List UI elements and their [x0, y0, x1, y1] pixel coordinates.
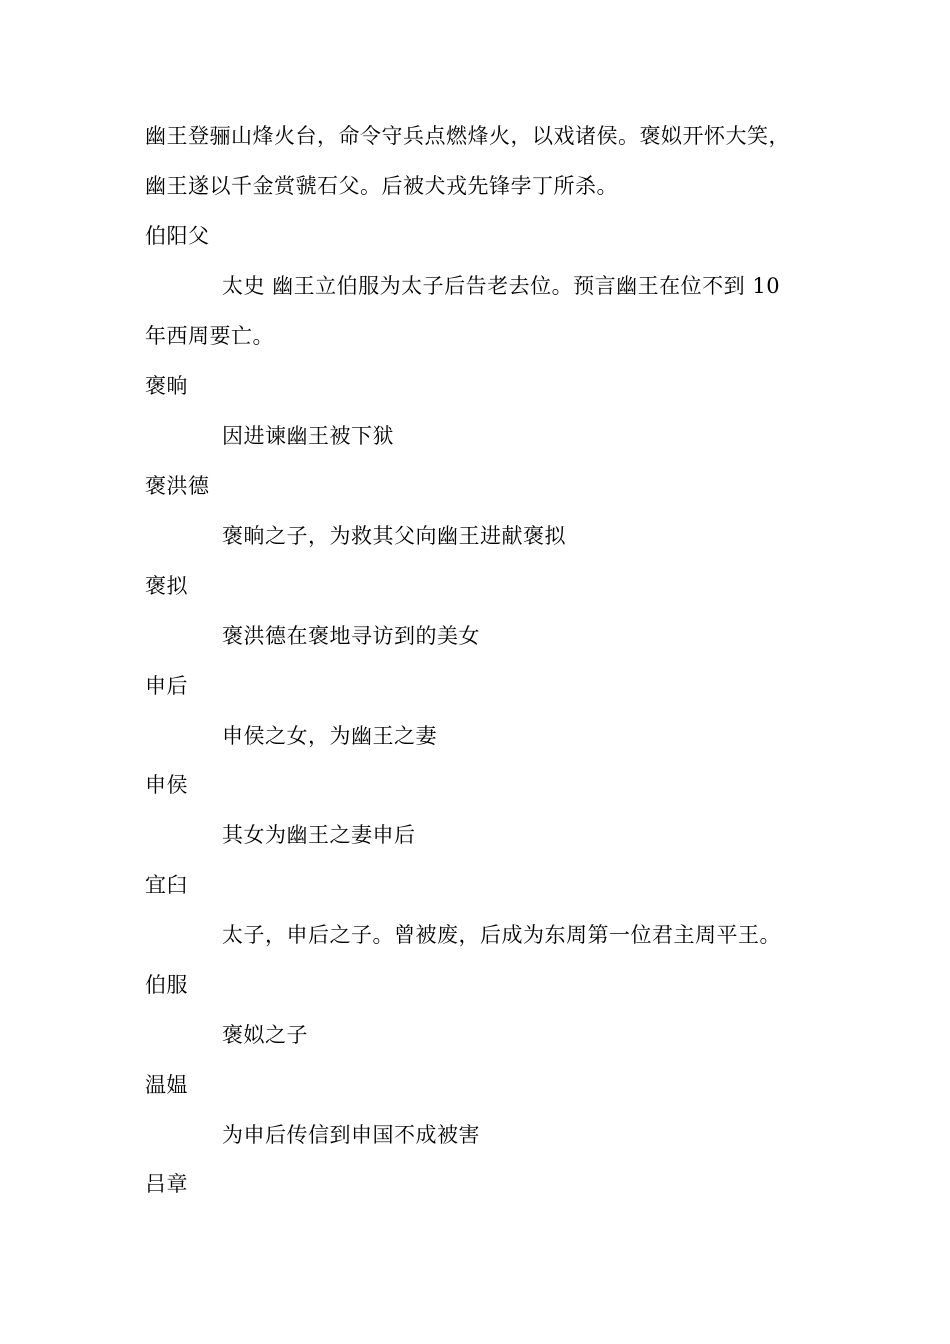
entry-description: 其女为幽王之妻申后 [222, 823, 416, 847]
entry-name: 褒拟 [145, 574, 188, 598]
entry-name: 申后 [145, 674, 188, 698]
intro-text-line: 幽王遂以千金赏虢石父。后被犬戎先锋孛丁所杀。 [145, 174, 618, 198]
entry-description: 褒洪德在褒地寻访到的美女 [222, 624, 480, 648]
entry-name: 温媪 [145, 1073, 188, 1097]
entry-name: 伯服 [145, 973, 188, 997]
entry-name: 褒洪德 [145, 474, 210, 498]
intro-text-line: 幽王登骊山烽火台，命令守兵点燃烽火，以戏诸侯。褒姒开怀大笑， [145, 124, 790, 148]
entry-description: 因进谏幽王被下狱 [222, 424, 394, 448]
entry-description: 年西周要亡。 [145, 324, 274, 348]
entry-description: 褒姒之子 [222, 1023, 308, 1047]
entry-name: 褒晌 [145, 374, 188, 398]
entry-description: 申侯之女，为幽王之妻 [222, 724, 437, 748]
entry-description: 太史 幽王立伯服为太子后告老去位。预言幽王在位不到 10 [222, 274, 781, 298]
entry-name: 宜臼 [145, 873, 188, 897]
entry-name: 伯阳父 [145, 224, 210, 248]
entry-description: 太子，申后之子。曾被废，后成为东周第一位君主周平王。 [222, 923, 781, 947]
entry-name: 申侯 [145, 773, 188, 797]
entry-description: 为申后传信到申国不成被害 [222, 1123, 480, 1147]
entry-name: 吕章 [145, 1172, 188, 1196]
entry-description: 褒晌之子，为救其父向幽王进献褒拟 [222, 524, 566, 548]
